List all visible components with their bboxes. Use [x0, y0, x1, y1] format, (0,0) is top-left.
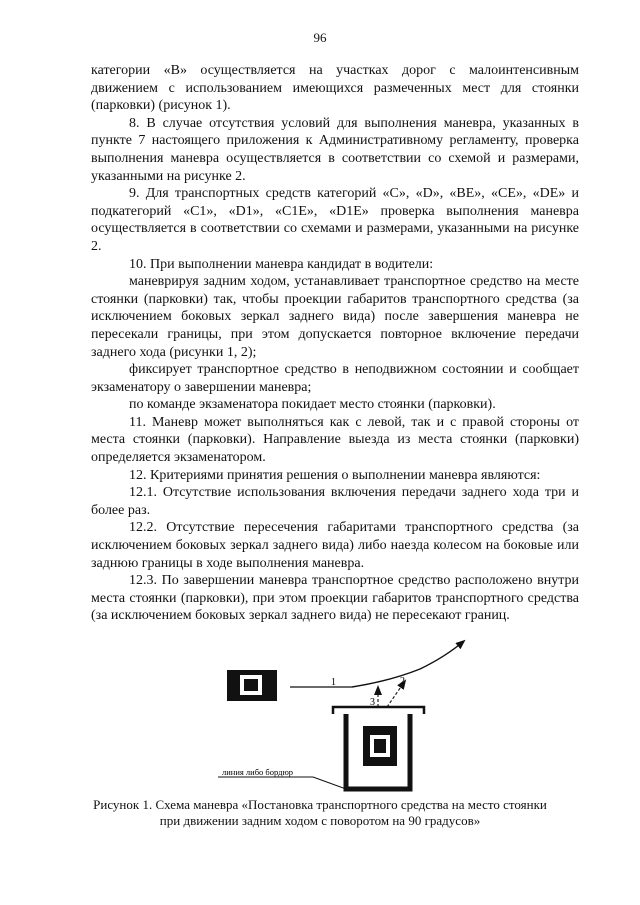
paragraph: 12.2. Отсутствие пересечения габаритами транспортного средства (за исключением боковых зеркал заднего вида) либо наезда колесом на боковые или заднюю границы в ходе выполнения маневра. — [91, 520, 579, 571]
vehicle-parked — [363, 726, 397, 766]
figure-parking-scheme — [0, 635, 640, 805]
paragraph: 9. Для транспортных средств категорий «С», «D», «ВЕ», «СЕ», «DE» и подкатегорий «С1», «D1», «С1Е», «D1E» проверка выполнения маневра осуществляется в соответствии со схемами и размерами, указанными на рисунке 2. — [91, 186, 579, 254]
paragraph: 10. При выполнении маневра кандидат в водители: — [129, 256, 434, 272]
paragraph: 8. В случае отсутствия условий для выполнения маневра, указанных в пункте 7 настоящего приложения к Административному регламенту, проверка выполнения маневра осуществляется в соответствии со схемой и размерами, указанными на рисунке 2. — [91, 115, 579, 184]
paragraph: категории «В» осуществляется на участках дорог с малоинтенсивным движением с использованием имеющихся размеченных мест для стоянки (парковки) (рисунок 1). — [91, 63, 579, 114]
label-2: 2 — [400, 676, 405, 687]
label-1: 1 — [331, 677, 336, 688]
paragraph: маневрируя задним ходом, устанавливает транспортное средство на месте стоянки (парковки) так, чтобы проекции габаритов транспортного средства (за исключением боковых зеркал заднего вида) после завершения маневра не пересекали границы, при этом допускается повторное включение передачи заднего хода (рисунки 1, 2); — [91, 274, 579, 360]
paragraph: 11. Маневр может выполняться как с левой, так и с правой стороны от места стоянки (парковки). Направление выезда из места стоянки (парковки) определяется экзаменатором. — [91, 414, 579, 466]
curved-path-arrow — [352, 641, 464, 687]
paragraph: по команде экзаменатора покидает место стоянки (парковки). — [129, 397, 496, 413]
figure-caption — [0, 797, 640, 829]
paragraph: 12.1. Отсутствие использования включения передачи заднего хода три и более раз. — [91, 485, 579, 518]
vehicle-start — [227, 670, 277, 701]
page-number: 96 — [313, 30, 327, 45]
label-3: 3 — [370, 697, 375, 708]
border-label: линия либо бордюр — [222, 767, 294, 777]
paragraph: фиксирует транспортное средство в неподвижном состоянии и сообщает экзаменатору о завершении маневра; — [91, 362, 579, 395]
paragraph: 12. Критериями принятия решения о выполнении маневра являются: — [129, 467, 541, 483]
paragraph: 12.3. По завершении маневра транспортное средство расположено внутри места стоянки (парковки), при этом проекции габаритов транспортного средства (за исключением боковых зеркал заднего вида) не пересекают границ. — [91, 573, 579, 624]
border-pointer — [313, 777, 346, 789]
body-text — [91, 62, 579, 625]
parking-diagram — [0, 635, 640, 805]
caption-line-1: Рисунок 1. Схема маневра «Постановка транспортного средства на место стоянки — [93, 797, 547, 812]
caption-line-2: при движении задним ходом с поворотом на 90 градусов» — [159, 813, 481, 828]
